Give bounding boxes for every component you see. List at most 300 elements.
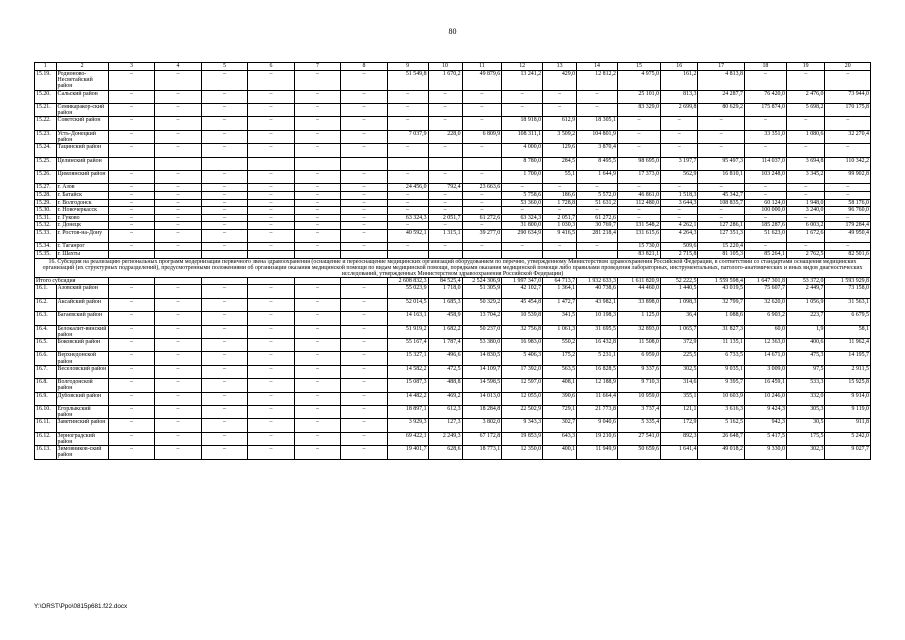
value-cell: 16 432,8 — [577, 338, 618, 351]
value-cell: – — [577, 90, 618, 103]
value-cell: – — [108, 90, 155, 103]
value-cell: 15 087,3 — [387, 379, 428, 392]
value-cell: 73 944,0 — [825, 90, 871, 103]
value-cell — [294, 250, 341, 258]
column-number-cell: 16 — [661, 63, 698, 71]
value-cell: – — [201, 243, 248, 251]
table-row — [35, 325, 871, 338]
value-cell: – — [744, 117, 786, 130]
column-number-cell: 17 — [698, 63, 745, 71]
row-number-cell: 15.33. — [35, 229, 57, 242]
value-cell: 509,6 — [661, 243, 698, 251]
value-cell: – — [387, 243, 428, 251]
table-row — [35, 432, 871, 445]
value-cell: 6 809,9 — [462, 130, 502, 143]
value-cell: 36,4 — [661, 312, 698, 325]
row-number-cell: 15.21. — [35, 104, 57, 117]
value-cell: 32 756,8 — [502, 325, 543, 338]
value-cell: – — [108, 199, 155, 207]
total-value-cell: 84 525,4 — [428, 277, 462, 285]
value-cell: 1 644,9 — [577, 170, 618, 183]
value-cell: – — [744, 214, 786, 222]
value-cell: – — [108, 184, 155, 192]
territory-name-cell: Советский район — [56, 117, 108, 130]
territory-name-cell: Зимовников-ский район — [56, 446, 108, 459]
value-cell: – — [294, 392, 341, 405]
table-row — [35, 405, 871, 418]
table-row — [35, 191, 871, 199]
value-cell: 14 598,5 — [462, 379, 502, 392]
value-cell: – — [108, 243, 155, 251]
value-cell: – — [201, 104, 248, 117]
value-cell: 10 603,9 — [698, 392, 745, 405]
value-cell: 400,6 — [786, 338, 825, 351]
value-cell: 112 480,0 — [617, 199, 660, 207]
value-cell: – — [155, 214, 202, 222]
value-cell: 80 629,2 — [698, 104, 745, 117]
value-cell: – — [201, 285, 248, 298]
value-cell: – — [155, 446, 202, 459]
value-cell: 45 342,7 — [698, 191, 745, 199]
value-cell: – — [294, 130, 341, 143]
value-cell: 61 272,6 — [577, 214, 618, 222]
value-cell: – — [744, 71, 786, 91]
value-cell: 390,6 — [543, 392, 577, 405]
value-cell: – — [387, 144, 428, 157]
value-cell: 643,3 — [543, 432, 577, 445]
value-cell: 4 264,3 — [661, 229, 698, 242]
column-number-cell: 8 — [341, 63, 388, 71]
value-cell: 63 324,3 — [387, 214, 428, 222]
value-cell: 61 272,6 — [462, 214, 502, 222]
value-cell: 341,5 — [543, 312, 577, 325]
value-cell: 14 582,2 — [387, 365, 428, 378]
value-cell: 911,8 — [825, 419, 871, 432]
value-cell: – — [248, 222, 295, 230]
total-value-cell — [341, 277, 388, 285]
value-cell: 1,9 — [786, 325, 825, 338]
table-row — [35, 243, 871, 251]
value-cell: – — [744, 191, 786, 199]
value-cell: 13 704,2 — [462, 312, 502, 325]
value-cell: 31 800,0 — [502, 222, 543, 230]
value-cell: – — [577, 207, 618, 215]
value-cell: 1 682,2 — [428, 325, 462, 338]
value-cell: – — [786, 71, 825, 91]
value-cell: 496,6 — [428, 352, 462, 365]
value-cell: – — [155, 144, 202, 157]
value-cell: – — [341, 222, 388, 230]
value-cell: 175 874,0 — [744, 104, 786, 117]
value-cell: – — [428, 144, 462, 157]
value-cell: 12 350,0 — [502, 446, 543, 459]
column-number-row — [35, 63, 871, 71]
value-cell: 458,9 — [428, 312, 462, 325]
territory-name-cell: Зерноградский район — [56, 432, 108, 445]
value-cell: – — [786, 144, 825, 157]
territory-name-cell: Волгодонской район — [56, 379, 108, 392]
value-cell: – — [201, 405, 248, 418]
value-cell: – — [248, 144, 295, 157]
territory-name-cell: Сальский район — [56, 90, 108, 103]
value-cell: – — [341, 229, 388, 242]
table-row — [35, 298, 871, 311]
territory-name-cell: Тацинский район — [56, 144, 108, 157]
subsidy-table-wrapper — [34, 62, 871, 460]
value-cell: – — [155, 432, 202, 445]
value-cell: – — [428, 199, 462, 207]
value-cell — [502, 250, 543, 258]
value-cell: – — [428, 243, 462, 251]
value-cell: – — [744, 184, 786, 192]
value-cell: 127,3 — [428, 419, 462, 432]
row-number-cell: 15.31. — [35, 214, 57, 222]
value-cell: 18 305,1 — [577, 117, 618, 130]
value-cell: 7 037,9 — [387, 130, 428, 143]
value-cell: – — [201, 432, 248, 445]
row-number-cell: 16.8. — [35, 379, 57, 392]
value-cell: – — [543, 184, 577, 192]
value-cell: 1 061,3 — [543, 325, 577, 338]
value-cell: 53 380,0 — [462, 338, 502, 351]
territory-name-cell: Заветинский район — [56, 419, 108, 432]
territory-name-cell: Усть-Донецкий район — [56, 130, 108, 143]
value-cell: – — [201, 419, 248, 432]
column-number-cell: 9 — [387, 63, 428, 71]
value-cell: – — [108, 365, 155, 378]
value-cell: – — [341, 170, 388, 183]
row-number-cell: 15.28. — [35, 191, 57, 199]
value-cell: 612,9 — [543, 117, 577, 130]
value-cell: – — [543, 104, 577, 117]
value-cell: – — [698, 207, 745, 215]
column-number-cell: 5 — [201, 63, 248, 71]
value-cell: – — [294, 207, 341, 215]
value-cell: 3 240,0 — [786, 207, 825, 215]
territory-name-cell: г. Таганрог — [56, 243, 108, 251]
value-cell: 97,5 — [786, 365, 825, 378]
value-cell: 1 065,7 — [661, 325, 698, 338]
table-row — [35, 90, 871, 103]
value-cell: 131 548,2 — [617, 222, 660, 230]
value-cell: – — [294, 199, 341, 207]
value-cell: – — [294, 229, 341, 242]
value-cell: – — [294, 325, 341, 338]
value-cell: 563,5 — [543, 365, 577, 378]
value-cell: – — [428, 104, 462, 117]
value-cell: 9 337,6 — [617, 365, 660, 378]
value-cell: 51 631,2 — [577, 199, 618, 207]
value-cell: – — [543, 90, 577, 103]
value-cell: – — [698, 130, 745, 143]
value-cell: 10 539,8 — [502, 312, 543, 325]
value-cell: – — [341, 392, 388, 405]
value-cell: 18 897,1 — [387, 405, 428, 418]
value-cell: 1 685,3 — [428, 298, 462, 311]
value-cell: 30,5 — [786, 419, 825, 432]
value-cell: 3 009,0 — [744, 365, 786, 378]
value-cell: 6 733,5 — [698, 352, 745, 365]
value-cell: – — [248, 170, 295, 183]
row-number-cell: 15.27. — [35, 184, 57, 192]
value-cell: – — [294, 144, 341, 157]
territory-name-cell: Родионово-Несветайский район — [56, 71, 108, 91]
table-row — [35, 71, 871, 91]
value-cell: 60,0 — [744, 325, 786, 338]
value-cell: 82 501,6 — [825, 250, 871, 258]
territory-name-cell: Цимлянский район — [56, 170, 108, 183]
value-cell: – — [387, 170, 428, 183]
value-cell: 2 715,8 — [661, 250, 698, 258]
territory-name-cell: Верхнедонской район — [56, 352, 108, 365]
value-cell: 49 018,2 — [698, 446, 745, 459]
value-cell: 6 903,2 — [744, 312, 786, 325]
value-cell: – — [661, 117, 698, 130]
value-cell: 5 698,2 — [786, 104, 825, 117]
value-cell: 21 773,8 — [577, 405, 618, 418]
territory-name-cell: г. Гуково — [56, 214, 108, 222]
value-cell: 131 615,6 — [617, 229, 660, 242]
value-cell: – — [294, 184, 341, 192]
value-cell: – — [617, 117, 660, 130]
value-cell: 114 037,0 — [744, 157, 786, 170]
value-cell: – — [248, 312, 295, 325]
value-cell: 23 663,6 — [462, 184, 502, 192]
value-cell: 83 329,0 — [617, 104, 660, 117]
territory-name-cell: г. Донецк — [56, 222, 108, 230]
value-cell: – — [428, 90, 462, 103]
value-cell: – — [294, 312, 341, 325]
value-cell: – — [108, 446, 155, 459]
value-cell: 108 311,1 — [502, 130, 543, 143]
value-cell: 18 918,0 — [502, 117, 543, 130]
total-value-cell: 1 559 598,4 — [698, 277, 745, 285]
value-cell: – — [294, 432, 341, 445]
value-cell: 12 055,0 — [502, 392, 543, 405]
value-cell: – — [108, 229, 155, 242]
value-cell: 18 773,1 — [462, 446, 502, 459]
value-cell: 10 959,0 — [617, 392, 660, 405]
value-cell: 475,3 — [786, 352, 825, 365]
table-row — [35, 199, 871, 207]
value-cell: – — [155, 405, 202, 418]
value-cell: 4 975,0 — [617, 71, 660, 91]
value-cell: 281 218,4 — [577, 229, 618, 242]
table-row — [35, 207, 871, 215]
value-cell: 12 363,0 — [744, 338, 786, 351]
value-cell: – — [294, 170, 341, 183]
column-number-cell: 4 — [155, 63, 202, 71]
section-title-row — [35, 258, 871, 277]
row-number-cell: 15.32. — [35, 222, 57, 230]
value-cell: 11 664,4 — [577, 392, 618, 405]
value-cell: – — [248, 405, 295, 418]
value-cell — [155, 157, 202, 170]
value-cell: 83 821,1 — [617, 250, 660, 258]
value-cell: 1 787,4 — [428, 338, 462, 351]
value-cell: 16 828,5 — [577, 365, 618, 378]
value-cell: 3 509,2 — [543, 130, 577, 143]
value-cell: 63 324,3 — [502, 214, 543, 222]
value-cell: 5 406,3 — [502, 352, 543, 365]
total-value-cell: 1 611 820,9 — [617, 277, 660, 285]
value-cell: 1 030,3 — [543, 222, 577, 230]
value-cell: – — [502, 184, 543, 192]
value-cell: – — [108, 104, 155, 117]
value-cell: – — [248, 338, 295, 351]
column-number-cell: 18 — [744, 63, 786, 71]
value-cell: – — [387, 191, 428, 199]
territory-name-cell: г. Ростов-на-Дону — [56, 229, 108, 242]
value-cell: – — [155, 184, 202, 192]
value-cell: – — [387, 207, 428, 215]
value-cell: 40 738,6 — [577, 285, 618, 298]
value-cell: – — [294, 191, 341, 199]
value-cell: – — [341, 191, 388, 199]
value-cell: – — [201, 446, 248, 459]
value-cell: – — [387, 104, 428, 117]
value-cell: – — [248, 392, 295, 405]
value-cell: – — [294, 419, 341, 432]
table-row — [35, 214, 871, 222]
territory-name-cell: Азовский район — [56, 285, 108, 298]
table-row — [35, 392, 871, 405]
territory-name-cell: Егорлыкский район — [56, 405, 108, 418]
value-cell: – — [462, 104, 502, 117]
column-number-cell: 7 — [294, 63, 341, 71]
value-cell: 332,0 — [786, 392, 825, 405]
value-cell: 58,1 — [825, 325, 871, 338]
value-cell: 729,1 — [543, 405, 577, 418]
value-cell: – — [248, 184, 295, 192]
value-cell: 11 949,9 — [577, 446, 618, 459]
column-number-cell: 19 — [786, 63, 825, 71]
value-cell — [248, 157, 295, 170]
value-cell: – — [341, 90, 388, 103]
value-cell: – — [617, 214, 660, 222]
table-row — [35, 130, 871, 143]
value-cell: 103 248,0 — [744, 170, 786, 183]
table-row — [35, 250, 871, 258]
value-cell: 19 853,9 — [502, 432, 543, 445]
value-cell: – — [661, 144, 698, 157]
value-cell: – — [248, 214, 295, 222]
value-cell: 10 246,0 — [744, 392, 786, 405]
value-cell: 3 197,7 — [661, 157, 698, 170]
value-cell: – — [108, 432, 155, 445]
value-cell: 14 163,1 — [387, 312, 428, 325]
value-cell: 43 982,1 — [577, 298, 618, 311]
value-cell: 5 335,4 — [617, 419, 660, 432]
value-cell: – — [341, 117, 388, 130]
value-cell: 43 019,5 — [698, 285, 745, 298]
value-cell: – — [661, 184, 698, 192]
value-cell: 1 718,0 — [428, 285, 462, 298]
value-cell: 11 135,1 — [698, 338, 745, 351]
value-cell: – — [294, 117, 341, 130]
total-value-cell: 1 593 929,8 — [825, 277, 871, 285]
value-cell: 1 518,3 — [661, 191, 698, 199]
value-cell: – — [155, 419, 202, 432]
column-number-cell: 13 — [543, 63, 577, 71]
value-cell: – — [201, 214, 248, 222]
value-cell: – — [462, 199, 502, 207]
value-cell: 1 080,6 — [786, 130, 825, 143]
value-cell: – — [577, 184, 618, 192]
value-cell: 1 088,6 — [698, 312, 745, 325]
value-cell: – — [294, 243, 341, 251]
value-cell: – — [248, 379, 295, 392]
value-cell: 18 284,8 — [462, 405, 502, 418]
territory-name-cell: Белокалит-винский район — [57, 325, 107, 338]
value-cell: – — [294, 104, 341, 117]
value-cell: – — [294, 90, 341, 103]
value-cell: – — [201, 229, 248, 242]
total-value-cell: 1 932 633,3 — [577, 277, 618, 285]
territory-name-cell: г. Батайск — [56, 191, 108, 199]
value-cell: 2 476,0 — [786, 90, 825, 103]
value-cell: 2 699,8 — [661, 104, 698, 117]
value-cell: 9 416,5 — [543, 229, 577, 242]
row-number-cell: 15.35. — [35, 250, 57, 258]
column-number-cell: 2 — [56, 63, 108, 71]
total-value-cell: 2 524 306,9 — [462, 277, 502, 285]
value-cell: 12 597,0 — [502, 379, 543, 392]
value-cell: – — [462, 207, 502, 215]
value-cell: 75 607,7 — [744, 285, 786, 298]
value-cell — [155, 250, 202, 258]
value-cell: – — [462, 117, 502, 130]
value-cell: 302,5 — [661, 365, 698, 378]
value-cell: – — [201, 130, 248, 143]
territory-name-cell: г. Новочеркасск — [56, 207, 108, 215]
value-cell: – — [617, 184, 660, 192]
value-cell: – — [108, 405, 155, 418]
value-cell: – — [698, 144, 745, 157]
value-cell: 32 270,4 — [825, 130, 871, 143]
value-cell: 469,2 — [428, 392, 462, 405]
value-cell: 302,7 — [543, 419, 577, 432]
value-cell: – — [108, 130, 155, 143]
value-cell: – — [387, 117, 428, 130]
value-cell: 15 327,1 — [387, 352, 428, 365]
value-cell: – — [108, 392, 155, 405]
value-cell: – — [201, 71, 248, 91]
value-cell: – — [428, 207, 462, 215]
value-cell: 9 040,6 — [577, 419, 618, 432]
value-cell: – — [341, 405, 388, 418]
value-cell: – — [201, 325, 248, 338]
value-cell: 76 420,0 — [744, 90, 786, 103]
value-cell: – — [341, 130, 388, 143]
value-cell: 5 231,1 — [577, 352, 618, 365]
value-cell: 172,9 — [661, 419, 698, 432]
territory-name-cell: Целинский район — [56, 157, 108, 170]
value-cell: 85 264,1 — [744, 250, 786, 258]
value-cell: – — [341, 199, 388, 207]
value-cell: 1 672,6 — [786, 229, 825, 242]
value-cell: 98 695,0 — [617, 157, 660, 170]
value-cell: – — [577, 243, 618, 251]
value-cell: 225,5 — [661, 352, 698, 365]
value-cell: 9 343,3 — [502, 419, 543, 432]
value-cell: – — [155, 191, 202, 199]
total-value-cell — [108, 277, 155, 285]
column-number-cell: 1 — [35, 63, 57, 71]
value-cell: – — [155, 365, 202, 378]
value-cell: – — [155, 90, 202, 103]
value-cell: 170 175,8 — [825, 104, 871, 117]
